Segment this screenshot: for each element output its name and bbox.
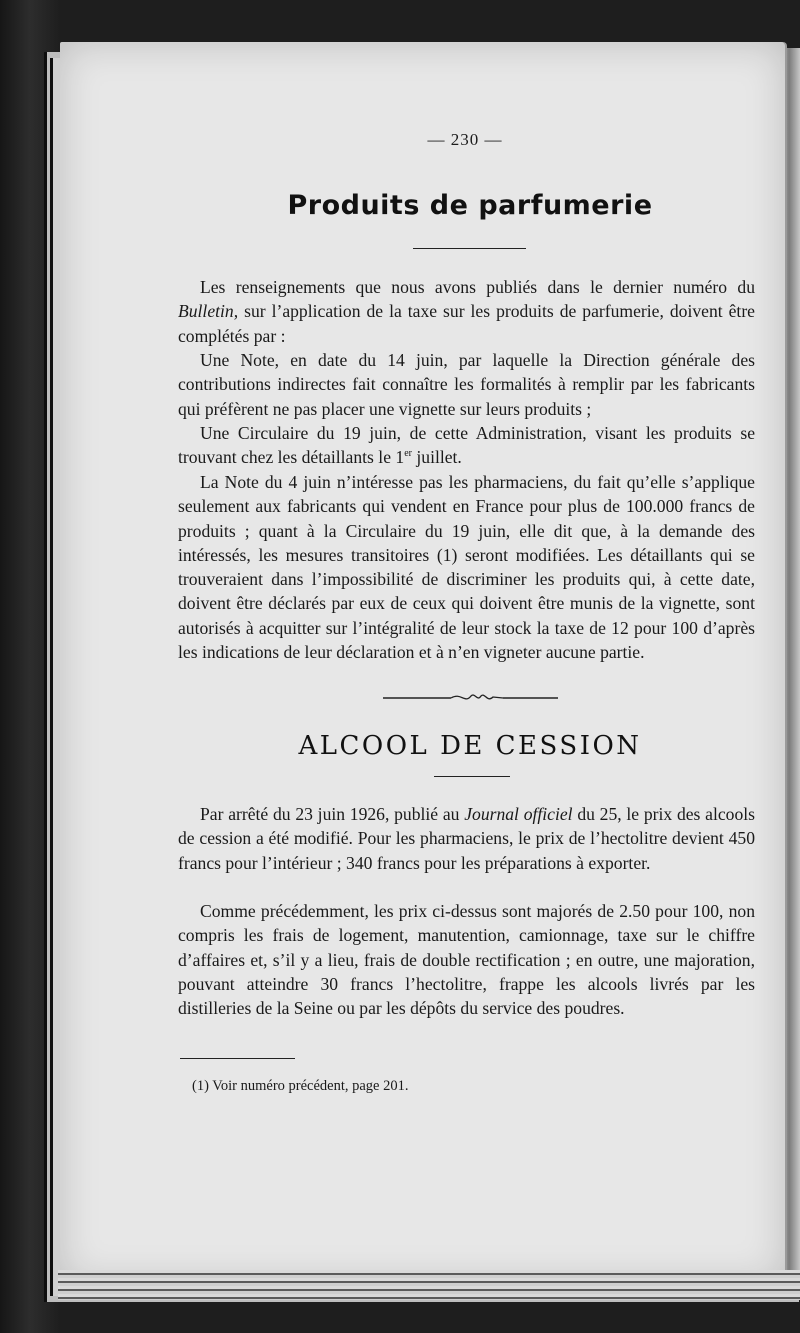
section-title-alcool: ALCOOL DE CESSION <box>298 731 642 761</box>
paragraph: Les renseignements que nous avons publiés dans le dernier numéro du Bulletin, sur l’application de la taxe sur les produits de parfumerie, doivent être complétés par : <box>178 277 755 346</box>
title-underline <box>434 776 510 777</box>
paragraph: Par arrêté du 23 juin 1926, publié au Journal officiel du 25, le prix des alcools de cession a été modifié. Pour les pharmaciens, le prix de l’hectolitre devient 450 francs pour l’intérieur ; 340 francs pour les préparations à exporter. <box>178 804 755 873</box>
paragraph: Une Note, en date du 14 juin, par laquelle la Direction générale des contributions indirectes fait connaître les formalités à remplir par les fabricants qui préfèrent ne pas placer une vignette sur leurs produits ; <box>178 350 755 419</box>
paragraph: La Note du 4 juin n’intéresse pas les pharmaciens, du fait qu’elle s’applique seulement aux fabricants qui vendent en France pour plus de 100.000 francs de produits ; quant à la Circulaire du 19 juin, elle dit que, à la demande des intéressés, les mesures transitoires (1) seront modifiées. Les détaillants qui se trouveraient dans l’impossibilité de discriminer les produits qui, à cette date, doivent être déclarés par eux de ceux qui doivent être munis de la vignette, sont autorisés à acquitter sur l’intégralité de leur stock la taxe de 12 pour 100 d’après les indications de leur déclaration et à n’en vigneter aucune partie. <box>178 472 755 663</box>
title-underline <box>413 248 526 249</box>
footnote-separator <box>180 1058 295 1059</box>
superscript: er <box>404 448 412 460</box>
footnote: (1) Voir numéro précédent, page 201. <box>192 1078 409 1094</box>
italic-title: Journal officiel <box>464 804 573 824</box>
page-number: — 230 — <box>427 130 503 149</box>
ornament-divider <box>383 690 558 706</box>
paragraph: Comme précédemment, les prix ci-dessus sont majorés de 2.50 pour 100, non compris les frais de logement, manutention, camionnage, taxe sur le chiffre d’affaires et, s’il y a lieu, frais de double rectification ; en outre, une majoration, pouvant atteindre 30 francs l’hectolitre, frappe les alcools livrés par les distilleries de la Seine ou par les dépôts du service des poudres. <box>178 901 755 1019</box>
paragraph: Une Circulaire du 19 juin, de cette Administration, visant les produits se trouvant chez les détaillants le 1er juillet. <box>178 423 755 468</box>
italic-title: Bulletin, <box>178 301 239 322</box>
section-title-parfumerie: Produits de parfumerie <box>287 190 653 221</box>
